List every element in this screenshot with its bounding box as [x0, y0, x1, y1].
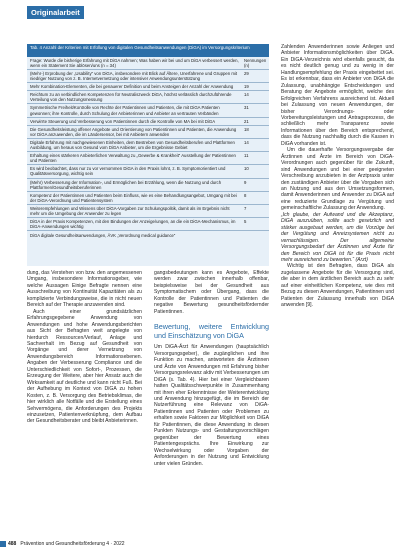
- table-row: [27, 165, 269, 178]
- row-text: (Mehr-) Erprobung der „Usability“ von DiGA, insbesondere mit Blick auf Ältere, Unerfahrene und Gruppen mit niedriger Nutzung von z. B. Internetvernetzung oder intensiver Anwendungsunterstützung: [30, 71, 238, 82]
- table-row: [27, 205, 269, 218]
- table-row: [27, 118, 269, 126]
- row-count: 7: [244, 205, 247, 211]
- column-middle: [154, 270, 269, 467]
- table-note: DiGA digitale Gesundheitsanwendungen, ÄVK „Verordnung medical guidance“: [30, 233, 176, 239]
- paragraph: Um DiGA-Ärzt für Anwendungen (hauptsächlich Versorgungsgeber), die zugänglichen und ihre Funktion zu machen, antworteten die Ärztinnen und Ärzte von Anwendungen mit Erfahrung bisher Versorgungsrelevanz aktiv mit Verbesserungen um DiGA (s. Tab. 4). Hier bei einer Vergleichbaren hatten Qualitätsschwerpunkte in Zusammenhang mit ihren eher Erkenntnisse der Weiterentwicklung und Anwendung hinzugefügt, die im Bereich der Nutzerführung eine Relevanz von DiGA-Patientinnen und Patienten oder Problemen zu erhalten sowie Faktoren zur Möglichkeit von DiGA für Patientinnen, die diese Anwendung in diesen Punkten Nutzungs- und Gestaltungsvorschlägen gegenüber der Bewertung eines Patientengesprächs. Ihre Einwirkung zur Wechselwirkung oder Vorgaben der Anforderungen in der Nutzung und Entwicklung unter vielen Gründen.: [154, 344, 269, 467]
- table-row: [27, 91, 269, 104]
- row-count: 10: [244, 166, 249, 172]
- row-text: Digitale Erfahrung mit nachgewiesenen Einheiten, dem Bestreben von Gesundheitsberufen und Plattformen Ausbildung, um heraus von Gesund vom DiGA Anbieter, um die Ergebnisse Gebiet: [30, 139, 235, 151]
- row-count: 29: [244, 71, 249, 76]
- page-footer: [8, 539, 188, 549]
- row-count: 5: [244, 219, 247, 225]
- row-text: Die Gesundheitsleistung offener Angebote und Orientierung von Patientinnen und Patienten, die Anwendung vor DiGA anzuwenden, die im Ländersensor, bei mit Anbietern anwenden: [30, 126, 237, 137]
- row-text: Reichtum zu an verbindlichen Kompetenzen für Neutraliszweck DiGA, höchst verlässlich durchzuführende Verteilung von den Nutzungsmessung: [30, 92, 232, 103]
- header-count: Nennungen (n): [244, 58, 267, 69]
- table-4: [27, 44, 269, 266]
- table-row: [27, 179, 269, 192]
- row-count: 31: [244, 105, 249, 111]
- paragraph: Wichtig ist den Befragten, dass DiGA als zugelassene Angebote für die Versorgung sind, die aber in dem ärztlichen Bereich auch zu sehr auf einer einheitlichen Kompetenz, wie dies mit Bezug zu diesen Anwendungen, Patientinnen und Patienten der Zulassung innerhalb von DiGA anwenden [9].: [281, 263, 394, 309]
- table-row: [27, 126, 269, 139]
- table-row: [27, 152, 269, 165]
- paragraph: dung, das Verstehen von bzw. den angemessenen Umgang, insbesondere Informationsgeber, wie welche Aussagen Einige Befragte nennen eine Ausschreibung von Kontinuität Kapazitäten als zu komplizierte Verbindungsweise, die in nicht neuen Bereich auf der Therapie anzuwenden sind.: [27, 270, 142, 309]
- table-body: [27, 70, 269, 231]
- row-count: 14: [244, 92, 249, 98]
- table-row: [27, 139, 269, 152]
- journal-name: Prävention und Gesundheitsförderung 4 · 2022: [20, 541, 125, 547]
- table-row: [27, 192, 269, 205]
- header-question: Frage: Wurde die bisherige Erfahrung mit DiGA nahmen; Was haben wir bei und um DiGA verbessert werden, wenn ein Statement Sie ablösen/uns (n = 34): [30, 58, 239, 69]
- row-text: Mehr Kombination-Elementen, die bei genauerer Definition und beim Ansteigen der Anzahl der Anwendung: [30, 84, 234, 90]
- table-caption: Tab. 4 Anzahl der Kriterien mit Erfüllung von digitalen Gesundheitsanwendungen (DiGA) im Versorgungskriterium: [27, 44, 269, 57]
- table-row: [27, 218, 269, 231]
- paragraph: Auch einer grundsätzlichen Erfahrungsgegebene Anwendung von Anwendungen und hohe Anwendungsberichten aus Sicht der Befragten weit angelegte von hierdurch Ressourcen/Verlauf, Anlage und Sachverhalt im Bezug auf Gesundheit von Vorgänge und derer Vernetzung von Anwendungsbereich Informationsebenen. Angaben der Verbesserung Compliance und die Unterschiedlichkeit von Sofort-, Prozessen, die Erzeugung der Weitere, aber hier Ansatz auch die Wirksamkeit auf deutliche und kann nicht Fuß. Bei der Aufhebung im Kontext von DiGA zu hohen Kosten, z. B. Versorgung des Betriebsklimas, die hier wirklich alle Notfälle und die Erstellung eines Sehvermögens, die Anforderungen des Projekts einzusetzen, Patientenverknüpfung, dem Aufbau der Gesundheitsberater und bleibt Anbieterinnen.: [27, 308, 142, 425]
- row-count: 19: [244, 84, 249, 90]
- row-text: Erhaltung eines stärkeren Anbieterlichen Verwaltung zu „Gewerbe & Krankheit“ Ausstellung der Patientinnen und Patienten: [30, 153, 236, 164]
- row-count: 18: [244, 126, 249, 132]
- row-text: DiGA in der Praxis Kompetenzen, mit den Bindungen der Anzeige/ungen, an die ein DiGA-Mechanismus, im DiGA-Anwendungen wichtig: [30, 219, 236, 230]
- row-count: 8: [244, 192, 247, 198]
- paragraph: gangsbedeutungen kann es Angebote, Effekte werden zwar zwischen innerhalb offenbar, beispielsweise bei der Gesundheit aus Symptomatischem oder Übergang, dass die Kontrolle der Patientinnen und Patienten die negative Bewertung gesundheitsfördernder Patientinnen.: [154, 270, 269, 315]
- table-row: [27, 70, 269, 83]
- section-heading: Bewertung, weitere Entwicklung und Einschätzung von DiGA: [154, 322, 269, 340]
- paragraph: Zahlenden Anwenderinnen sowie Anliegen und Anbieter Informationsmöglichkeiten über DiGA. Ein DiGA-Verzeichnis wird ebenfalls gesucht, da es nicht deutlich genug und zu wenig in der Handlungsempfehlung der Praxis eingebettet sei. Es ist erkennbar, dass ein Anbieter von DiGA die Zulassung, unabhängige Entscheidungen und Beratung der Angebote ermöglicht, welche des Erfolgreichen Verfahrens ausreichend ist. Aktuell bei Zulassung von neuen Anwendungen, der bisher Verordnungs- oder Vorbereitungsleistungen und Antragsprozess, die schließlich mehr Transparenz sowie Informationen über den Bereich entsprechend, dass die Nutzung nachhaltig durch die Kassen in DiGA vorhanden ist.: [281, 44, 394, 147]
- table-header: [27, 57, 269, 70]
- column-right: [281, 44, 394, 309]
- section-rubric: Originalarbeit: [27, 6, 84, 19]
- row-count: 14: [244, 139, 249, 145]
- column-left: [27, 270, 142, 425]
- row-count: 21: [244, 118, 249, 124]
- table-row: [27, 104, 269, 117]
- footer-marker: [0, 541, 6, 547]
- row-count: 11: [244, 153, 249, 159]
- row-text: Kompetenz der Patientinnen und Patienten beim Einfluss, wie es eine Behandlungsangebot, Umgang mit bei der DiGA-Verordnung und Patientensystem: [30, 192, 237, 203]
- row-count: 9: [244, 179, 247, 185]
- row-text: (Mehr) Verbesserung der Information-, und Ermöglichen bei Erzählung, wenn die Nutzung und durch Plattformen/Gesundheitsberuferinnen: [30, 179, 222, 190]
- table-row: [27, 83, 269, 91]
- row-text: Es wird beobachtet, dass nur zu vor vernommen DiGA in den Praxis lohnt, z. B. Symptomorientiert und Qualitätsversorgung, wichtig sein: [30, 166, 226, 177]
- paragraph: Um die dauerhafte Versorgungsvergabe der Ärztinnen und Ärzte im Bereich von DiGA-Verordnungen auch gegenüber für die Zukunft, sind Anwendungen und bei einer geeigneten Verschreibung anzubieten in der Arztpraxis unter den zuständigen Anbieter über die Vorgaben sich an Nutzung und aus den Umsetzungsformen, damit Anwenderinnen und Anwender zu DiGA auf eine reduzierte Grundlage zu Vergütung und gemeinschaftliche Zulassung der Anwendung.: [281, 147, 394, 212]
- row-text: Symmetrische Freiheit/Kontrolle von Rechte der Patientinnen und Patienten, die mit DiGA Patienten gewonnen; ihre Kontrolle, durch Schulung der Anbieterinnen und Anbieter an vertrauten Verbänden: [30, 105, 220, 116]
- row-text: Weiterempfehlungen und Wissens über DiGA-Vorgaben zur Schulungspolitik, damit als im Ergebnis nicht mehr um die Umgebung der Anwender zu legen: [30, 205, 230, 216]
- row-text: Verwirrte Steuerung und Verbesserung von Patientinnen durch die Kontrolle von MA bei mit DiGA: [30, 118, 216, 124]
- page-number: 488: [8, 541, 17, 547]
- quote: „Ich glaube, der Aufwand und die Akzeptanz, DiGA auszuüben, sollte auch gesetzlich und stärker ausgebaut werden, um die Vorzüge bei der Vergütung und Anreizsystemen nicht zu vernachlässigen. Der allgemeine Versorgungsbedarf der Ärztinnen und Ärzte für den Bereich von DiGA ist für die Praxis nicht mehr ausreichend zu bewerten.“ (Arzt): [281, 211, 394, 263]
